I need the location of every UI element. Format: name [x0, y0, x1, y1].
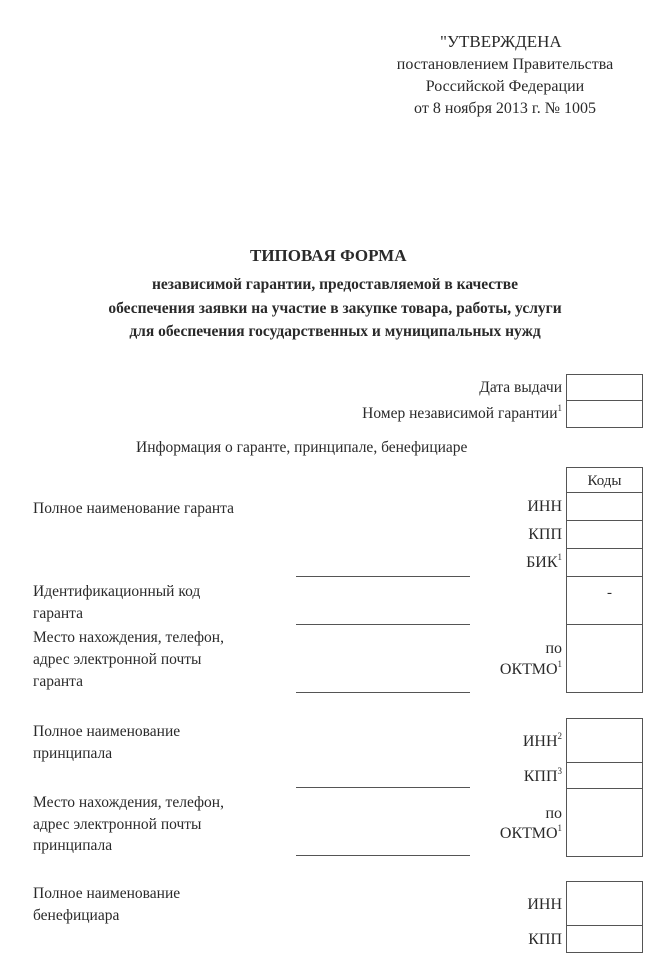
principal-inn-field[interactable]: [566, 718, 643, 764]
form-subtitle-line-3: для обеспечения государственных и муниципальных нужд: [129, 323, 541, 340]
guarantee-number-label: Номер независимой гарантии$^1$: [362, 403, 562, 422]
guarantor-location-line[interactable]: [296, 692, 470, 693]
guarantor-inn-label: ИНН: [527, 498, 562, 515]
approval-line-3: Российской Федерации: [425, 78, 585, 95]
footnote-marker: 1: [557, 659, 562, 669]
principal-location-label-1: Место нахождения, телефон,: [33, 794, 224, 811]
principal-kpp-field[interactable]: [566, 762, 643, 790]
guarantor-kpp-label: КПП: [528, 526, 562, 543]
principal-location-label-2: адрес электронной почты: [33, 816, 202, 833]
guarantor-kpp-field[interactable]: [566, 520, 643, 550]
principal-name-line[interactable]: [296, 787, 470, 788]
guarantor-location-label-2: адрес электронной почты: [33, 651, 202, 668]
principal-full-name-label-2: принципала: [33, 745, 113, 762]
beneficiary-kpp-field[interactable]: [566, 925, 643, 953]
principal-location-line[interactable]: [296, 855, 470, 856]
beneficiary-full-name-label-2: бенефициара: [33, 907, 120, 924]
guarantor-id-code-line[interactable]: [296, 624, 470, 625]
codes-header: Коды: [587, 473, 622, 489]
principal-full-name-label-1: Полное наименование: [33, 723, 181, 740]
footnote-marker: 1: [557, 823, 562, 833]
beneficiary-full-name-label-1: Полное наименование: [33, 885, 181, 902]
principal-kpp-label: КПП$^3$: [523, 766, 562, 785]
footnote-marker: 1: [557, 552, 562, 562]
guarantor-id-code-field[interactable]: [566, 576, 643, 626]
footnote-marker: 2: [557, 731, 562, 741]
beneficiary-kpp-label: КПП: [528, 931, 562, 948]
guarantor-id-code-label-2: гаранта: [33, 605, 84, 622]
guarantor-bik-field[interactable]: [566, 548, 643, 578]
codes-header-cell: [566, 467, 643, 494]
form-subtitle-line-2: обеспечения заявки на участие в закупке товара, работы, услуги: [108, 300, 562, 317]
guarantor-oktmo-field[interactable]: [566, 624, 643, 693]
footnote-marker: 3: [557, 766, 562, 776]
guarantee-number-field[interactable]: [566, 400, 643, 428]
guarantor-full-name-label: Полное наименование гаранта: [33, 500, 235, 517]
approval-heading: "УТВЕРЖДЕНА: [440, 32, 562, 51]
guarantor-location-label-3: гаранта: [33, 673, 84, 690]
principal-oktmo-label: ОКТМО$^1$: [499, 823, 562, 842]
guarantor-name-line[interactable]: [296, 576, 470, 577]
footnote-marker: 1: [557, 403, 562, 413]
guarantor-oktmo-label: ОКТМО$^1$: [499, 659, 562, 678]
guarantor-id-code-label-1: Идентификационный код: [33, 583, 201, 600]
principal-location-label-3: принципала: [33, 837, 113, 854]
beneficiary-inn-field[interactable]: [566, 881, 643, 927]
principal-inn-label: ИНН$^2$: [522, 731, 562, 750]
beneficiary-inn-label: ИНН: [527, 896, 562, 913]
section-title: Информация о гаранте, принципале, бенефициаре: [136, 439, 468, 456]
approval-line-2: постановлением Правительства: [396, 56, 614, 73]
guarantor-oktmo-po: по: [545, 640, 562, 657]
principal-oktmo-field[interactable]: [566, 788, 643, 857]
issue-date-label: Дата выдачи: [479, 379, 562, 396]
form-subtitle-line-1: независимой гарантии, предоставляемой в качестве: [151, 276, 519, 293]
guarantor-location-label-1: Место нахождения, телефон,: [33, 629, 224, 646]
issue-date-field[interactable]: [566, 374, 643, 402]
approval-line-4: от 8 ноября 2013 г. № 1005: [414, 100, 596, 117]
guarantor-inn-field[interactable]: [566, 492, 643, 522]
guarantor-bik-label: БИК$^1$: [526, 552, 562, 571]
form-title: ТИПОВАЯ ФОРМА: [250, 246, 407, 265]
guarantor-id-code-value: -: [607, 585, 612, 601]
principal-oktmo-po: по: [545, 805, 562, 822]
